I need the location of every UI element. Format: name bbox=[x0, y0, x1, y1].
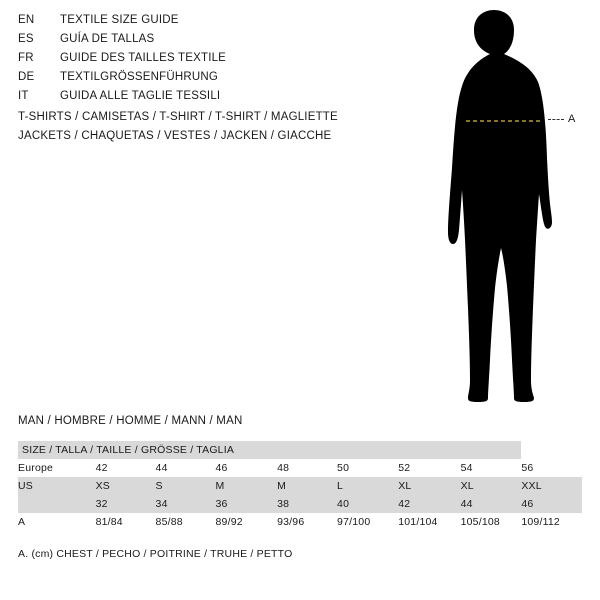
language-code: DE bbox=[18, 71, 35, 83]
cell-value: 81/84 bbox=[96, 513, 156, 531]
cell-value: 46 bbox=[521, 495, 582, 513]
garment-category-list bbox=[18, 111, 398, 149]
language-list bbox=[18, 14, 388, 109]
language-text: GUIDA ALLE TAGLIE TESSILI bbox=[60, 90, 221, 102]
cell-value: L bbox=[337, 477, 398, 495]
table-row bbox=[18, 495, 582, 513]
table-row bbox=[18, 459, 582, 477]
table-row bbox=[18, 477, 582, 495]
table-row bbox=[18, 513, 582, 531]
language-row bbox=[18, 90, 388, 109]
cell-value: 42 bbox=[398, 495, 460, 513]
cell-value: 36 bbox=[216, 495, 278, 513]
language-code: IT bbox=[18, 90, 29, 102]
size-table bbox=[18, 441, 582, 531]
cell-value: 44 bbox=[461, 495, 522, 513]
cell-value: 38 bbox=[277, 495, 337, 513]
garment-line-jackets: JACKETS / CHAQUETAS / VESTES / JACKEN / GIACCHE bbox=[18, 130, 332, 142]
language-text: GUÍA DE TALLAS bbox=[60, 33, 155, 45]
cell-value: 50 bbox=[337, 459, 398, 477]
table-header-row bbox=[18, 441, 582, 459]
cell-value: M bbox=[216, 477, 278, 495]
row-label: A bbox=[18, 513, 96, 531]
language-row bbox=[18, 14, 388, 33]
language-row bbox=[18, 71, 388, 90]
language-text: TEXTILGRÖSSENFÜHRUNG bbox=[60, 71, 218, 83]
language-text: TEXTILE SIZE GUIDE bbox=[60, 14, 179, 26]
cell-value: 89/92 bbox=[216, 513, 278, 531]
table-footnote: A. (cm) CHEST / PECHO / POITRINE / TRUHE / PETTO bbox=[18, 548, 293, 560]
language-text: GUIDE DES TAILLES TEXTILE bbox=[60, 52, 227, 64]
cell-value: 105/108 bbox=[461, 513, 522, 531]
cell-value: 56 bbox=[521, 459, 582, 477]
language-code: ES bbox=[18, 33, 34, 45]
cell-value: 85/88 bbox=[156, 513, 216, 531]
cell-value: 97/100 bbox=[337, 513, 398, 531]
row-label: US bbox=[18, 477, 96, 495]
male-silhouette-icon bbox=[400, 8, 600, 408]
body-figure bbox=[400, 8, 600, 408]
cell-value: 44 bbox=[156, 459, 216, 477]
cell-value: XS bbox=[96, 477, 156, 495]
cell-value: XL bbox=[398, 477, 460, 495]
cell-value: 54 bbox=[461, 459, 522, 477]
language-code: FR bbox=[18, 52, 34, 64]
table-header-label: SIZE / TALLA / TAILLE / GRÖSSE / TAGLIA bbox=[18, 441, 521, 459]
cell-value: 34 bbox=[156, 495, 216, 513]
garment-line-tshirts: T-SHIRTS / CAMISETAS / T-SHIRT / T-SHIRT / MAGLIETTE bbox=[18, 111, 338, 123]
cell-value: 93/96 bbox=[277, 513, 337, 531]
measure-leader-line bbox=[548, 119, 564, 120]
row-label bbox=[18, 495, 96, 513]
row-label: Europe bbox=[18, 459, 96, 477]
cell-value: M bbox=[277, 477, 337, 495]
cell-value: 109/112 bbox=[521, 513, 582, 531]
cell-value: XXL bbox=[521, 477, 582, 495]
cell-value: 48 bbox=[277, 459, 337, 477]
cell-value: S bbox=[156, 477, 216, 495]
cell-value: 32 bbox=[96, 495, 156, 513]
cell-value: 40 bbox=[337, 495, 398, 513]
cell-value: 46 bbox=[216, 459, 278, 477]
cell-value: 52 bbox=[398, 459, 460, 477]
measure-label-a: A bbox=[568, 113, 576, 125]
language-code: EN bbox=[18, 14, 35, 26]
cell-value: 101/104 bbox=[398, 513, 460, 531]
language-row bbox=[18, 52, 388, 71]
cell-value: 42 bbox=[96, 459, 156, 477]
table-section-title: MAN / HOMBRE / HOMME / MANN / MAN bbox=[18, 415, 243, 427]
cell-value: XL bbox=[461, 477, 522, 495]
language-row bbox=[18, 33, 388, 52]
